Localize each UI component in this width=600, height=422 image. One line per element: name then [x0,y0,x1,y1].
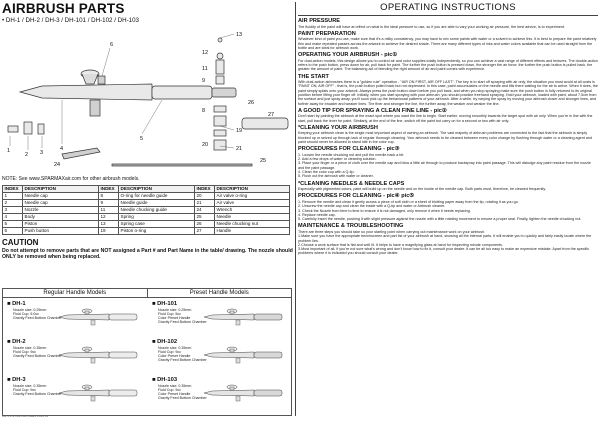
part-index-cell: 19 [99,228,119,235]
part-index-cell: 6 [3,228,23,235]
instruction-section [298,18,598,29]
caution-title: CAUTION [2,238,39,247]
part-needle-cap [8,126,18,132]
callout-24: 24 [54,162,61,168]
instruction-section [298,125,598,144]
model-spec: Fluid Cup: 5.0cc [13,312,39,316]
callout-4: 4 [60,146,64,152]
callout-6: 6 [110,42,114,48]
model-spec: Color Preset Handle [158,392,191,396]
part-description-cell: Air valve [215,200,290,207]
model-name: ■ DH-1 [7,301,26,307]
regular-models-header: Regular Handle Models [43,290,107,296]
section-paragraph: Especially with pigmented colors, paint will build up on the needle and on the inside of the needle cap. Both parts must, therefore, be cleaned frequently. [298,187,546,192]
part-index-cell: 24 [195,207,215,214]
part-description-cell: Needle guide [119,200,195,207]
section-heading: AIR PRESSURE [298,18,340,24]
preset-models-header: Preset Handle Models [147,289,292,297]
part-nozzle [38,124,44,134]
instruction-sections [298,18,598,256]
model-spec: Nozzle size: 0.25mm [13,308,47,312]
model-spec: Gravity Feed Bottom Chamber [158,358,207,362]
model-spec: Nozzle size: 0.25mm [158,308,192,312]
section-heading: MAINTENANCE & TROUBLESHOOTING [298,223,404,230]
model-spec: Gravity Feed Bottom Chamber [13,316,62,320]
models-grid-header [3,289,291,298]
col-index-3: INDEX [195,186,215,193]
parts-table-row [3,207,290,214]
model-spec: Nozzle size: 0.35mm [158,346,192,350]
part-oring [214,130,226,136]
model-name: ■ DH-103 [152,377,178,383]
callout-26: 26 [248,100,255,106]
part-index-cell: 26 [195,221,215,228]
callout-12: 12 [202,50,209,56]
col-index-2: INDEX [99,186,119,193]
section-list-item: 2. Unscrew the needle cap and clean the inside with a Q-tip and water or Airbrush cleaner. [298,204,446,209]
model-card-dh-1 [7,301,147,329]
parts-table-row [3,221,290,228]
airbrush-diagram-svg [2,26,294,174]
parts-table-row [3,214,290,221]
column-divider [295,2,296,416]
exploded-parts-diagram [2,26,294,174]
part-description-cell: Wrench [215,207,290,214]
section-list-item: 1.Make sure you have the appropriate benchscreen and part list of your airbrush at hand, showing all the internal parts. It will enable you to quickly and fairly easily locate where the problem lies. [298,234,592,243]
part-index-cell: 20 [195,193,215,200]
airbrush-handle-end [212,88,236,97]
airbrush-model-illustration [57,305,143,327]
part-index-cell: 8 [99,193,119,200]
section-heading: THE START [298,73,329,80]
model-spec: Nozzle size: 0.35mm [158,384,192,388]
section-paragraph: The fluidity of the paint will have an effect on what is the ideal pressure to use, so if you are able to vary your working air pressure, the best advice, is to experiment. [298,24,566,29]
part-handle [242,118,288,129]
section-paragraph: Keeping your airbrush clean is the single most important aspect of owning an airbrush. The vast majority of airbrush problems are connected to the fact that the airbrush is simply blocked up or seized up through lack of regular thorough cleaning. Your airbrush needs to be cleaned between every color change by flushing through water or a cleaning agent and paint should never be allowed to stand idle in the color cup. [298,131,592,145]
instruction-section [298,223,598,255]
part-description-cell: Body [23,214,99,221]
caution-text: Do not attempt to remove parts that are NOT assigned a Part # and Part Name in the table/ drawing. The nozzle should ONLY be removed when being replaced. [2,248,293,260]
section-list-item: 2. Add a few drops of water or cleaning solution. [298,157,377,162]
airbrush-model-illustration [57,381,143,403]
part-needle [112,164,252,166]
model-spec: Fluid Cup: 5cc [158,312,181,316]
callout-3: 3 [40,150,44,156]
section-list-item: 3.Most important of all, if you're not sure what's wrong and don't know how to fix it, consult your dealer. It can be all too easy to make an expensive mistake. Apart from the specific problems where it is indicated you should consult your dealer. [298,247,590,256]
section-list-item: 5. Carefully insert the needle, pushing it with slight pressure against the nozzle with a little rotating movement to ensure a proper seal. Finally, tighten the needle chucking nut. [298,217,582,222]
model-spec: Gravity Feed Bottom Chamber [13,392,62,396]
section-heading: PROCEDURES FOR CLEANING - pic④ pic⑤ [298,193,415,200]
airbrush-model-illustration [57,343,143,365]
callout-20: 20 [202,142,209,148]
airbrush-model-illustration [202,381,288,403]
callout-25: 25 [260,158,267,164]
section-list-item: 5. Flush out the airbrush with water or cleaner. [298,174,374,179]
section-heading: PAINT PREPARATION [298,30,356,37]
part-wrench [62,148,100,159]
section-paragraph: Don't start by painting the airbrush at the exact spot where you want the line to begin. Start earlier, moving smoothly towards the target spot with air only. When you're in line with the start, pull back the lever for paint. Similarly, at the end of the line, switch off the paint but carry on for a second or two with air only. [298,114,593,123]
airbrush-handle [152,86,212,99]
model-card-dh-2 [7,339,147,367]
instruction-section [298,31,598,50]
model-card-dh-103 [152,377,292,405]
callout-21: 21 [236,146,243,152]
parts-table-row [3,228,290,235]
section-heading: *CLEANING YOUR AIRBRUSH [298,124,378,131]
col-desc-3: DESCRIPTION [215,186,290,193]
callout-9: 9 [202,78,206,84]
section-list-item: 4. Replace needle cap. [298,212,336,217]
part-top-oring [218,38,222,42]
part-index-cell: 2 [3,200,23,207]
section-heading: OPERATING YOUR AIRBRUSH - pic① [298,52,398,59]
parts-table [2,185,290,235]
part-index-cell: 25 [195,214,215,221]
air-valve [90,100,100,116]
callout-27: 27 [268,112,275,118]
model-card-dh-3 [7,377,147,405]
part-index-cell: 11 [99,207,119,214]
push-button [98,76,105,84]
part-description-cell: Nozzle [23,207,99,214]
color-cup-base [82,74,98,84]
part-needle-cap-2 [24,122,32,134]
part-spring-case [216,60,224,74]
airbrush-body [20,84,152,100]
airbrush-model-illustration [202,305,288,327]
airbrush-parts-column [2,2,294,418]
parts-table-row [3,200,290,207]
callout-11: 11 [202,66,208,72]
model-spec: Nozzle size: 0.35mm [13,384,47,388]
section-paragraph: Whatever kind of paint you use, make sure that it's a milky consistency, you may have to mix some paints with water or a solvent to achieve this. It is best to prepare the paint relatively thin and make repeated passes across the artwork to achieve the desired shade. There are many different types of inks and water colors available that can be used straight from the bottle and are ideal for airbrush work. [298,37,597,50]
parts-table-body [3,193,290,235]
model-spec: Fluid Cup: 9cc [158,350,181,354]
instruction-section [298,74,598,106]
part-index-cell: 4 [3,214,23,221]
model-name: ■ DH-2 [7,339,26,345]
page-title: AIRBRUSH PARTS [2,1,125,16]
part-description-cell: Handle [215,228,290,235]
part-spring-case-top [217,53,223,59]
callout-8: 8 [202,108,206,114]
part-description-cell: Air valve o-ring [215,193,290,200]
model-spec: Gravity Feed Bottom Chamber [158,320,207,324]
part-description-cell: Needle cap [23,193,99,200]
part-index-cell: 13 [99,221,119,228]
callout-5: 5 [140,136,144,142]
footer-code: DH-1.2-3-101-102-103EN 2010.03 [2,414,49,418]
section-list-item: 3. Check the Nozzle from time to time to ensure it is not damaged, only remove it when it needs replacing. [298,208,471,213]
part-description-cell: O-ring for needle guide [119,193,195,200]
model-spec: Gravity Feed Bottom Chamber [13,354,62,358]
part-description-cell: Spring [119,214,195,221]
section-heading: PROCEDURES FOR CLEANING - pic③ [298,146,400,153]
section-paragraph: With dual-action airbrushes there is a "golden rule" operation - "AIR ON FIRST, AIR OFF LAST". The key is to start off spraying with air only, the situation you must avoid at all costs is "PAINT ON, AIR OFF" - that is, the push button pulled back but not depressed. In this case, paint accumulates on the needle and tills there waiting for the air to arrive. When it does, the paint simply splats onto your artwork. Always press the push button down before you pull back, and when you stop spraying make sure the push button is fully returned to its original position before lifting your finger off. Initially, when you start spraying with your airbrush, you should practice freehand spraying. Hold your airbrush, loaded with paint, about 7.5cm from the surface and just spray away, you'll soon pick up the behavioural patterns of your airbrush. After a while, try varying the spray by moving your airbrush closer and stronger lines, and further away for broader and weaker lines. The finer and stronger the line, the further away, the weaker and weaker the line. [298,80,598,106]
parts-table-row [3,193,290,200]
part-description-cell: Piston [23,221,99,228]
part-description-cell: Needle [215,214,290,221]
model-card-dh-101 [152,301,292,329]
instruction-section [298,193,598,221]
section-heading: *CLEANING NEEDLES & NEEDLE CAPS [298,180,405,187]
part-description-cell: Needle chucking nut [215,221,290,228]
model-name: ■ DH-102 [152,339,178,345]
model-spec: Fluid Cup: 9cc [13,350,36,354]
website-note: NOTE: See www.SPARMAXair.com for other airbrush models. [2,176,140,182]
model-spec: Color Preset Handle [158,354,191,358]
part-index-cell: 5 [3,221,23,228]
part-index-cell: 9 [99,200,119,207]
section-list-item: 1. Remove the needle and clean it gently across a piece of soft cloth or a sheet of blotting paper away from the tip, rotating it as you go. [298,199,519,204]
instruction-section [298,146,598,178]
model-spec: Fluid Cup: 9cc [158,388,181,392]
part-description-cell: Needle chucking guide [119,207,195,214]
models-line: • DH-1 / DH-2 / DH-3 / DH-101 / DH-102 / DH-103 [2,17,139,24]
part-description-cell: Piston o-ring [119,228,195,235]
model-name: ■ DH-101 [152,301,178,307]
airbrush-model-illustration [202,343,288,365]
col-desc-1: DESCRIPTION [23,186,99,193]
part-needle-chucking-guide [214,106,226,112]
col-desc-2: DESCRIPTION [119,186,195,193]
section-list-item: 3. Place your finger or a piece of cloth over the needle cap and blow a little air through to produce backspray into paint passage. This will dislodge any paint residue from the nozzle and the paint passage. [298,161,591,170]
model-spec: Fluid Cup: 9cc [13,388,36,392]
callout-19: 19 [236,128,243,134]
section-heading: A GOOD TIP FOR SPRAYING A CLEAN FINE LINE - pic② [298,107,447,114]
part-spring [216,76,224,84]
part-index-cell: 27 [195,228,215,235]
model-card-dh-102 [152,339,292,367]
instruction-section [298,108,598,123]
part-description-cell: Push button [23,228,99,235]
models-grid-body [3,298,291,416]
operating-instructions-column [298,2,598,418]
section-list-item: 2.Choose a work surface that is flat and well lit. It helps to have a magnifying glass at hand for inspecting minute components. [298,242,503,247]
part-description-cell: Spring case [119,221,195,228]
part-index-cell: 3 [3,207,23,214]
models-grid [2,288,292,416]
callout-13: 13 [236,32,243,38]
part-air-valve [214,140,226,150]
section-paragraph: For dual-action models, this design allows you to control air and color supplies totally independently, so you can achieve a vast range of different effects and textures. The double-action refers to the push button, press down for air, pull back for paint. The further the push button is pressed down, the stronger the air force; the further the push button is pulled back, the greater the amount of paint. The balancing act of blending the right amount of air and paint comes with experience. [298,58,598,72]
parts-table-header [3,186,290,193]
part-index-cell: 1 [3,193,23,200]
part-description-cell: Needle cap [23,200,99,207]
part-index-cell: 21 [195,200,215,207]
callout-2: 2 [25,152,29,158]
section-paragraph: There are three steps you should take so your starting point when carrying out maintenance work on your airbrush. [298,229,486,234]
operating-instructions-title: OPERATING INSTRUCTIONS [298,2,598,16]
model-spec: Gravity Feed Bottom Chamber [158,396,207,400]
model-spec: Color Preset Handle [158,316,191,320]
section-list-item: 4. Clean the color cup with a Q-tip. [298,170,355,175]
part-index-cell: 12 [99,214,119,221]
instruction-section [298,181,598,192]
part-needle-guide [214,116,226,126]
model-spec: Nozzle size: 0.35mm [13,346,47,350]
instruction-section [298,52,598,71]
model-name: ■ DH-3 [7,377,26,383]
callout-1: 1 [7,148,11,154]
col-index-1: INDEX [3,186,23,193]
section-list-item: 1. Loosen the needle chucking nut and pull the needle back a bit. [298,152,405,157]
